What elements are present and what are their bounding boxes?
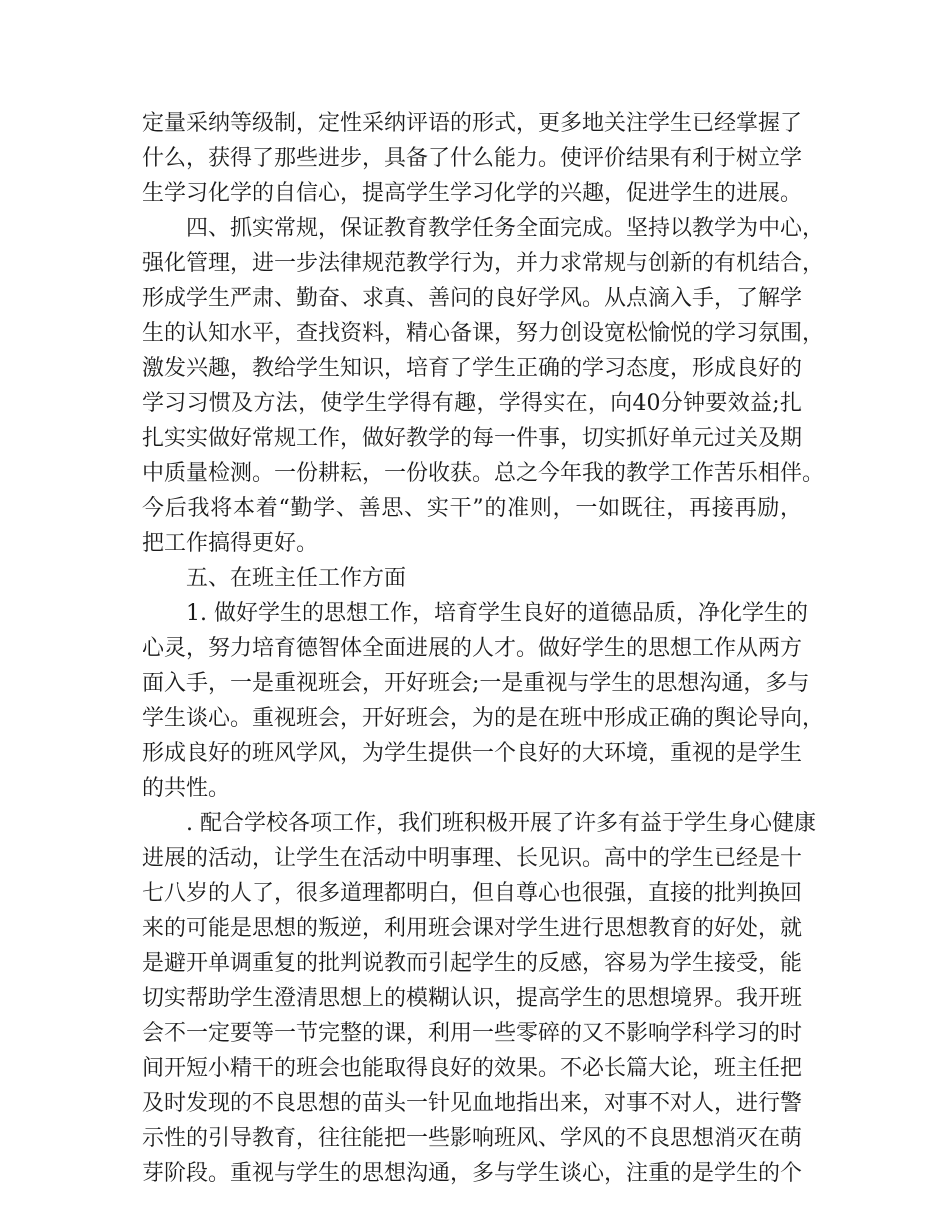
text-line: 切实帮助学生澄清思想上的模糊认识，提高学生的思想境界。我开班 [142, 986, 803, 1011]
text-line: 示性的引导教育，往往能把一些影响班风、学风的不良思想消灭在萌 [142, 1126, 803, 1151]
text-line: 生学习化学的自信心，提高学生学习化学的兴趣，促进学生的进展。 [142, 181, 803, 206]
text-line: 生的认知水平，查找资料，精心备课，努力创设宽松愉悦的学习氛围， [142, 321, 825, 346]
text-line: 会不一定要等一节完整的课，利用一些零碎的又不影响学科学习的时 [142, 1021, 803, 1046]
text-line: 激发兴趣，教给学生知识，培育了学生正确的学习态度，形成良好的 [142, 356, 803, 381]
text-line: 强化管理，进一步法律规范教学行为，并力求常规与创新的有机结合， [142, 251, 825, 276]
text-line: 的共性。 [142, 776, 231, 801]
text-line: 七八岁的人了，很多道理都明白，但自尊心也很强，直接的批判换回 [142, 881, 803, 906]
text-line: 形成学生严肃、勤奋、求真、善问的良好学风。从点滴入手，了解学 [142, 286, 803, 311]
text-line: 中质量检测。一份耕耘，一份收获。总之今年我的教学工作苦乐相伴。 [142, 461, 825, 486]
paragraph-heading-line: 四、抓实常规，保证教育教学任务全面完成。坚持以教学为中心， [186, 216, 825, 241]
text-line: 芽阶段。重视与学生的思想沟通，多与学生谈心，注重的是学生的个 [142, 1161, 803, 1186]
text-line: 及时发现的不良思想的苗头一针见血地指出来，对事不对人，进行警 [142, 1091, 803, 1116]
text-line: 什么，获得了那些进步，具备了什么能力。使评价结果有利于树立学 [142, 146, 803, 171]
text-line: 形成良好的班风学风，为学生提供一个良好的大环境，重视的是学生 [142, 741, 803, 766]
text-line: 间开短小精干的班会也能取得良好的效果。不必长篇大论，班主任把 [142, 1056, 803, 1081]
text-line: 1. 做好学生的思想工作，培育学生良好的道德品质，净化学生的 [186, 601, 808, 626]
text-line: 扎实实做好常规工作，做好教学的每一件事，切实抓好单元过关及期 [142, 426, 803, 451]
text-line: 定量采纳等级制，定性采纳评语的形式，更多地关注学生已经掌握了 [142, 111, 803, 136]
text-line: . 配合学校各项工作，我们班积极开展了许多有益于学生身心健康 [186, 811, 816, 836]
text-line: 心灵，努力培育德智体全面进展的人才。做好学生的思想工作从两方 [142, 636, 803, 661]
text-line: 学生谈心。重视班会，开好班会，为的是在班中形成正确的舆论导向， [142, 706, 825, 731]
text-line: 面入手，一是重视班会，开好班会;一是重视与学生的思想沟通，多与 [142, 671, 810, 696]
text-line: 今后我将本着“勤学、善思、实干”的准则，一如既往，再接再励， [142, 496, 802, 521]
text-line: 来的可能是思想的叛逆，利用班会课对学生进行思想教育的好处，就 [142, 916, 803, 941]
text-line: 把工作搞得更好。 [142, 531, 319, 556]
text-line: 进展的活动，让学生在活动中明事理、长见识。高中的学生已经是十 [142, 846, 803, 871]
section-heading: 五、在班主任工作方面 [186, 566, 407, 591]
text-line: 学习习惯及方法，使学生学得有趣，学得实在，向40分钟要效益;扎 [142, 391, 802, 416]
text-line: 是避开单调重复的批判说教而引起学生的反感，容易为学生接受，能 [142, 951, 803, 976]
